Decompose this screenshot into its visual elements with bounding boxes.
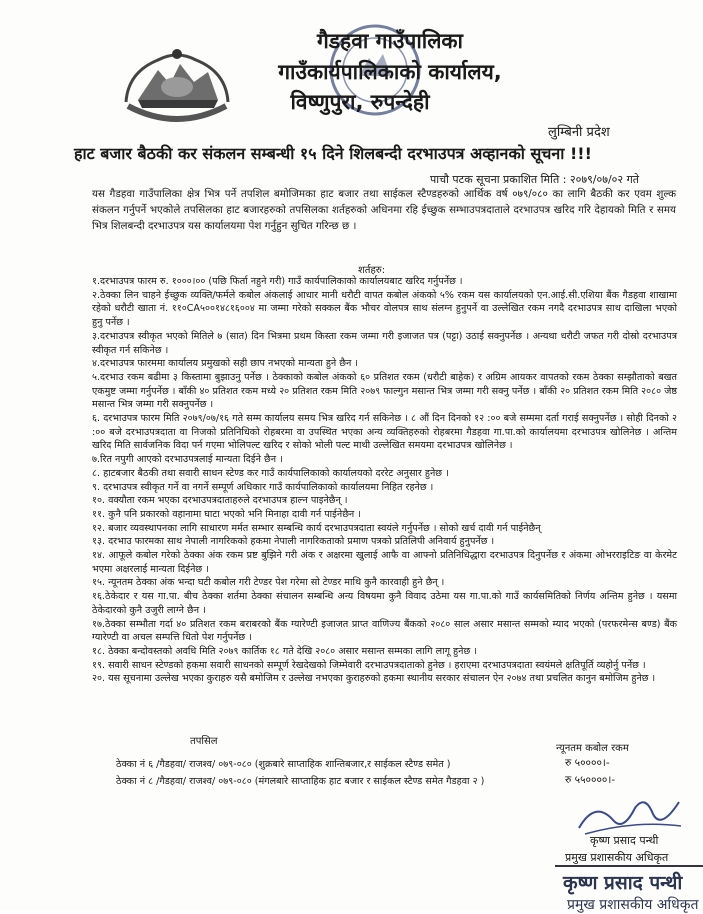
province-label: लुम्बिनी प्रदेश (548, 125, 610, 140)
stamp-title: प्रमुख प्रशासकीय अधिकृत (567, 897, 699, 913)
minimum-bid-heading: न्यूनतम कबोल रकम (556, 743, 629, 754)
conditions-list (92, 275, 677, 686)
nepal-emblem-icon (118, 42, 236, 124)
condition-item: ८. हाटबजार बैठकी तथा सवारी साधन स्टेण्ड कर गाउँ कार्यपालिकाको कार्यालयको दररेट अनुसार हुनेछ । (92, 467, 449, 479)
condition-item: १७.ठेक्का सम्भौता गर्दा ४० प्रतिशत रकम बराबरको बैंक ग्यारेण्टी इजाजत प्राप्त वाणिज्य बैंकको २०८० साल असार मसान्त सम्मको म्याद भएको (परफरमेन्स बण्ड) बैंक ग्यारेण्टी वा अचल सम्पत्ति धितो पेश गर्नुपर्नेछ । (92, 618, 677, 644)
condition-item: १५. न्यूनतम ठेक्का अंक भन्दा घटी कबोल गरी टेण्डर पेश गरेमा सो टेण्डर माथि कुनै कारवाही हुने छैन् । (92, 577, 445, 589)
condition-item: ३.दरभाउपत्र स्वीकृत भएको मितिले ७ (सात) दिन भित्रमा प्रथम किस्ता रकम जम्मा गरी इजाजत पत्र (पट्टा) उठाई सक्नुपर्नेछ । अन्यथा धरौटी जफत गरी दोस्रो दरभाउपत्र स्वीकृत गर्न सकिनेछ । (92, 330, 677, 356)
condition-item: १०. वक्यौता रकम भएका दरभाउपत्रदाताहरुले दरभाउपत्र हाल्न पाइनेछैन् । (92, 495, 348, 507)
condition-item: ९. दरभाउपत्र स्वीकृत गर्ने वा नगर्ने सम्पूर्ण अधिकार गाउँ कार्यपालिकाको कार्यालयमा निहित रहनेछ । (92, 481, 434, 493)
signatory-title: प्रमुख प्रशासकीय अधिकृत (565, 851, 669, 864)
condition-item: १८. ठेक्का बन्दोवस्तको अवधि मिति २०७९ कार्तिक १८ गते देखि २०८० असार मसान्त सम्मका लागि लागू हुनेछ । (92, 645, 477, 657)
condition-item: २.ठेक्का लिन चाहने ईच्छुक व्यक्ति/फर्मले कबोल अंकलाई आधार मानी धरौटी वापत कबोल अंकको ५% रकम यस कार्यालयको एन.आई.सी.एशिया बैंक गैडहवा शाखामा रहेको धरौटी खाता नं. ११०CA५००१४८१६००४ मा जम्मा गरेको सक्कल बैंक भौचर वोलपत्र साथ संलग्न हुनुपर्ने वा उल्लेखित रकम नगदै दरभाउपत्र साथ दाखिला भएको हुनु पर्नेछ । (92, 289, 677, 329)
schedule-row-desc: ठेक्का नं ८ /गैडहवा/ राजश्व/ ०७९-०८० (मंगलबारे साप्ताहिक हाट बजार र साईकल स्टैण्ड समेत गैडहवा २ ) (116, 776, 485, 787)
condition-item: ५.दरभाउ रकम बढीमा ३ किस्तामा बुझाउनु पर्नेछ । ठेक्काको कबोल अंकको ६० प्रतिशत रकम (धरौटी बाहेक) र अग्रिम आयकर वापतको रकम ठेक्का सम्झौताको बखत एकमुष्ट जम्मा गर्नुपर्नेछ । बाँकी ४० प्रतिशत रकम मध्ये २० प्रतिशत रकम मिति २०७९ फाल्गुन मसान्त भित्र जम्मा गरी सक्नु पर्नेछ । बाँकी २० प्रतिशत रकम मिति २०८० जेष्ठ मसान्त भित्र जम्मा गरी सक्नुपर्नेछ । (92, 371, 677, 411)
schedule-row-desc: ठेक्का नं ६ /गैडहवा/ राजश्व/ ०७९-०८० (शुक्रबारे साप्ताहिक शान्तिबजार,र साईकल स्टैण्ड समेत ) (116, 759, 451, 770)
condition-item: २०. यस सूचनामा उल्लेख भएका कुराहरु यसै बमोजिम र उल्लेख नभएका कुराहरुको हकमा स्थानीय सरकार संचालन ऐन २०७४ तथा प्रचलित कानुन बमोजिम हुनेछ । (92, 673, 656, 685)
schedule-row-amount: रु ५५००००।- (565, 774, 616, 786)
schedule-heading: तपसिल (190, 736, 218, 747)
stamp-name: कृष्ण प्रसाद पन्थी (563, 872, 683, 894)
condition-item: ११. कुनै पनि प्रकारको वहानामा घाटा भएको भनि मिनाहा दावी गर्न पाईनेछैन । (92, 508, 361, 520)
condition-item: १४. आफूले कबोल गरेको ठेक्का अंक रकम प्रष्ट बुझिने गरी अंक र अक्षरमा खुलाई आफै वा आफ्नो प्रतिनिधिद्धारा दरभाउपत्र दिनुपर्नेछ र अंकमा ओभरराइटिङ वा केरमेट भएमा अक्षरलाई मान्यता दिईनेछ । (92, 550, 677, 575)
intro-paragraph: यस गैडहवा गाउँपालिका क्षेत्र भित्र पर्ने तपशिल बमोजिमका हाट बजार तथा साईकल स्टैण्डहरुको आर्थिक वर्ष ०७९/०८० का लागि बैठकी कर एवम शुल्क संकलन गर्नुपर्ने भएकोले तपसिलका हाट बजारहरुको तपसिलका शर्तहरुको अधिनमा रहि ईच्छुक सम्भाउपत्रदाताले दरभाउपत्र खरिद गरि देहायको मिति र समय भित्र शिलबन्दी दरभाउपत्र यस कार्यालयमा पेश गर्नुहुन सुचित गरिन्छ छ । (92, 188, 676, 232)
signatory-name: कृष्ण प्रसाद पन्थी (590, 834, 659, 847)
condition-item: १६.ठेकेदार र यस गा.पा. बीच ठेक्का शर्तमा ठेक्का संचालन सम्बन्धि अन्य विषयमा कुनै विवाद उठेमा यस गा.पा.को गाउँ कार्यसमितिको निर्णय अन्तिम हुनेछ । यसमा ठेकेदारको कुनै उजुरी लाग्ने छैन । (92, 591, 677, 616)
condition-item: १३. दरभाउ फारमका साथ नेपाली नागरिकको हकमा नेपाली नागरिकताको प्रमाण पत्रको प्रतिलिपी अनिवार्य हुनुपर्नेछ । (92, 536, 495, 548)
publication-date: पाचौ पटक सूचना प्रकाशित मिति : २०७९/०७/०२ गते (430, 173, 640, 186)
notice-title: हाट बजार बैठकी कर संकलन सम्बन्धी १५ दिने शिलबन्दी दरभाउपत्र अव्हानको सूचना !!! (74, 144, 592, 163)
office-address: विष्णुपुरा, रुपन्देही (290, 90, 430, 114)
condition-item: १९. सवारी साधन स्टेण्डको हकमा सवारी साधनको सम्पूर्ण रेखदेखको जिम्मेवारी दरभाउपत्रदाताको हुनेछ । हराएमा दरभाउपत्रदाता स्वयंमले क्षतिपूर्ति व्यहोर्नु पर्नेछ । (92, 659, 646, 671)
condition-item: १.दरभाउपत्र फारम रु. १०००।०० (पछि फिर्ता नहुने गरी) गाउँ कार्यपालिकाको कार्यालयबाट खरिद गर्नुपर्नेछ । (92, 276, 463, 287)
schedule-row-amount: रु ५००००।- (565, 757, 610, 769)
condition-item: ४.दरभाउपत्र फारममा कार्यालय प्रमुखको सही छाप नभएको मान्यता हुने छैन । (92, 358, 359, 370)
name-stamp (555, 865, 703, 912)
condition-item: ६. दरभाउपत्र फारम मिति २०७९/०७/१६ गते सम्म कार्यालय समय भित्र खरिद गर्न सकिनेछ । ८ औं दिन दिनको १२ :०० बजे सम्ममा दर्ता गराई सक्नुपर्नेछ । सोही दिनको २ :०० बजे दरभाउपत्रदाता वा निजको प्रतिनिधिको रोहबरमा वा उपस्थित भएका अन्य व्यक्तिहरुको रोहबरमा गैडहवा गा.पा.को कार्यालयमा दरभाउपत्र खोलिनेछ । अन्तिम खरिद मिति सार्वजनिक विदा पर्न गएमा भोलिपल्ट खरिद र सोको भोली पल्ट माथी उल्लेखित समयमा दरभाउपत्र खोलिनेछ । (92, 413, 677, 452)
condition-item: ७.रित नपुगी आएको दरभाउपत्रलाई मान्यता दिईने छैन । (92, 454, 283, 466)
office-name: गैडहवा गाउँपालिका (316, 29, 463, 53)
office-type: गाउँकार्यपालिकाको कार्यालय, (278, 60, 502, 84)
conditions-heading: शर्तहरु: (358, 265, 386, 276)
condition-item: १२. बजार व्यवस्थापनका लागि साधारण मर्मत सम्भार सम्बन्धि कार्य दरभाउपत्रदाता स्वयंले गर्नुपर्नेछ । सोको खर्च दावी गर्न पाईनेछैन् (92, 522, 541, 534)
